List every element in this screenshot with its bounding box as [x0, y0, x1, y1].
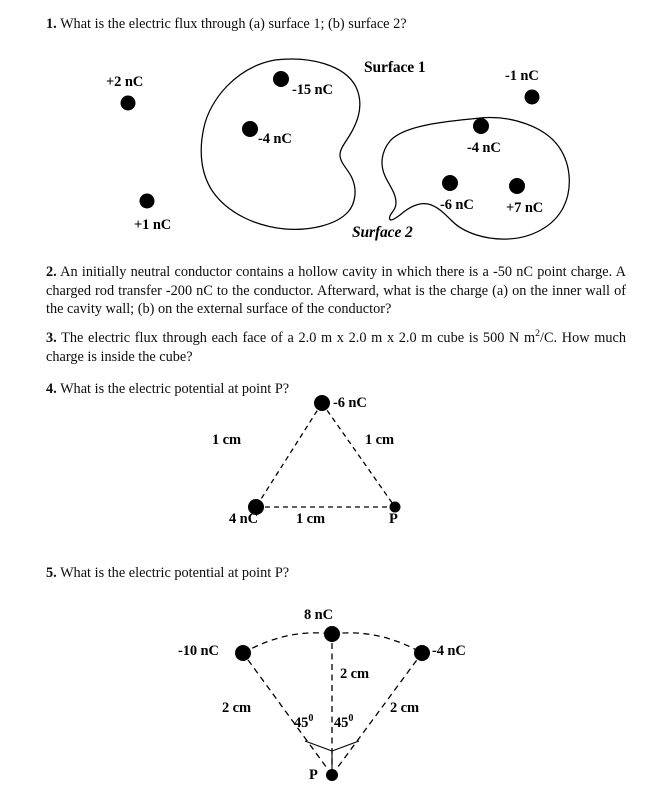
- angle-right-degree-symbol: 0: [348, 713, 354, 725]
- triangle-potential-svg: [0, 392, 671, 537]
- question-5-body: What is the electric potential at point P?: [60, 565, 290, 581]
- label-charge-plus-1nc: +1 nC: [134, 217, 172, 233]
- dot-left-charge: [235, 645, 251, 661]
- angle-left-degree-symbol: 0: [308, 713, 314, 725]
- surface-2-outline: [382, 118, 569, 240]
- label-charge-plus-2nc: +2 nC: [106, 74, 144, 90]
- question-3-text: [46, 329, 626, 366]
- angle-marker-right: [332, 741, 359, 751]
- radius-left: [243, 653, 332, 775]
- label-surface-2: Surface 2: [352, 224, 413, 241]
- triangle-side-left: [256, 403, 322, 507]
- question-4-body: What is the electric potential at point P?: [60, 381, 290, 397]
- question-3-superscript: 2: [535, 328, 541, 340]
- label-apex-charge: -6 nC: [333, 395, 367, 411]
- label-radius-left: 2 cm: [222, 700, 251, 716]
- triangle-potential-figure: [0, 392, 671, 537]
- fan-potential-svg: [0, 600, 671, 795]
- question-2-number: 2.: [46, 264, 57, 280]
- dot-minus-4nc-surface1: [242, 121, 258, 137]
- label-side-right: 1 cm: [365, 432, 394, 448]
- label-radius-middle: 2 cm: [340, 666, 369, 682]
- label-charge-plus-7nc: +7 nC: [506, 200, 544, 216]
- question-3-body-part-1: The electric flux through each face of a 2.0 m x 2.0 m x 2.0 m cube is 500 N m: [61, 330, 536, 346]
- question-3-body-part-2: /C. How much charge is inside the cube?: [46, 330, 626, 365]
- label-side-bottom: 1 cm: [296, 511, 325, 527]
- dot-plus-1nc: [140, 194, 155, 209]
- dot-right-charge: [414, 645, 430, 661]
- question-1-body: What is the electric flux through (a) surface 1; (b) surface 2?: [60, 16, 407, 32]
- label-charge-minus-6nc: -6 nC: [440, 197, 474, 213]
- label-left-charge: 4 nC: [229, 511, 259, 527]
- gaussian-surfaces-figure: [0, 45, 671, 255]
- dot-point-p: [326, 769, 338, 781]
- question-2-body: An initially neutral conductor contains a hollow cavity in which there is a -50 nC point charge. A charged rod transfer -200 nC to the conductor. Afterward, what is the charge (a) on the inner wall of the cavity wall; (b) on the external surface of the conductor?: [46, 264, 626, 318]
- label-point-p: P: [389, 511, 398, 527]
- dot-minus-1nc: [525, 90, 540, 105]
- arc-left: [243, 633, 332, 653]
- angle-left-value: 45: [294, 715, 309, 731]
- dot-apex-charge: [314, 395, 330, 411]
- question-1-text: [46, 15, 626, 34]
- label-right-charge: -4 nC: [432, 643, 466, 659]
- dot-top-charge: [324, 626, 340, 642]
- angle-right-value: 45: [334, 715, 349, 731]
- question-1-number: 1.: [46, 16, 57, 32]
- label-surface-1: Surface 1: [364, 59, 426, 76]
- label-angle-right: [334, 715, 353, 732]
- label-charge-minus-4nc-surface1: -4 nC: [258, 131, 292, 147]
- arc-right: [332, 633, 422, 653]
- label-charge-minus-15nc: -15 nC: [292, 82, 333, 98]
- dot-minus-6nc: [442, 175, 458, 191]
- gaussian-surfaces-svg: [0, 45, 671, 255]
- question-4-number: 4.: [46, 381, 57, 397]
- question-2-text: [46, 263, 626, 319]
- label-charge-minus-4nc-surface2: -4 nC: [467, 140, 501, 156]
- label-angle-left: [294, 715, 313, 732]
- label-side-left: 1 cm: [212, 432, 241, 448]
- label-radius-right: 2 cm: [390, 700, 419, 716]
- question-5-number: 5.: [46, 565, 57, 581]
- dot-minus-15nc: [273, 71, 289, 87]
- dot-minus-4nc-surface2: [473, 118, 489, 134]
- question-5-text: [46, 564, 626, 583]
- dot-plus-7nc: [509, 178, 525, 194]
- question-3-number: 3.: [46, 330, 57, 346]
- fan-potential-figure: [0, 600, 671, 795]
- label-top-charge: 8 nC: [304, 607, 334, 623]
- dot-plus-2nc: [121, 96, 136, 111]
- label-point-p: P: [309, 767, 318, 783]
- label-charge-minus-1nc: -1 nC: [505, 68, 539, 84]
- triangle-side-right: [322, 403, 395, 507]
- label-left-charge: -10 nC: [178, 643, 219, 659]
